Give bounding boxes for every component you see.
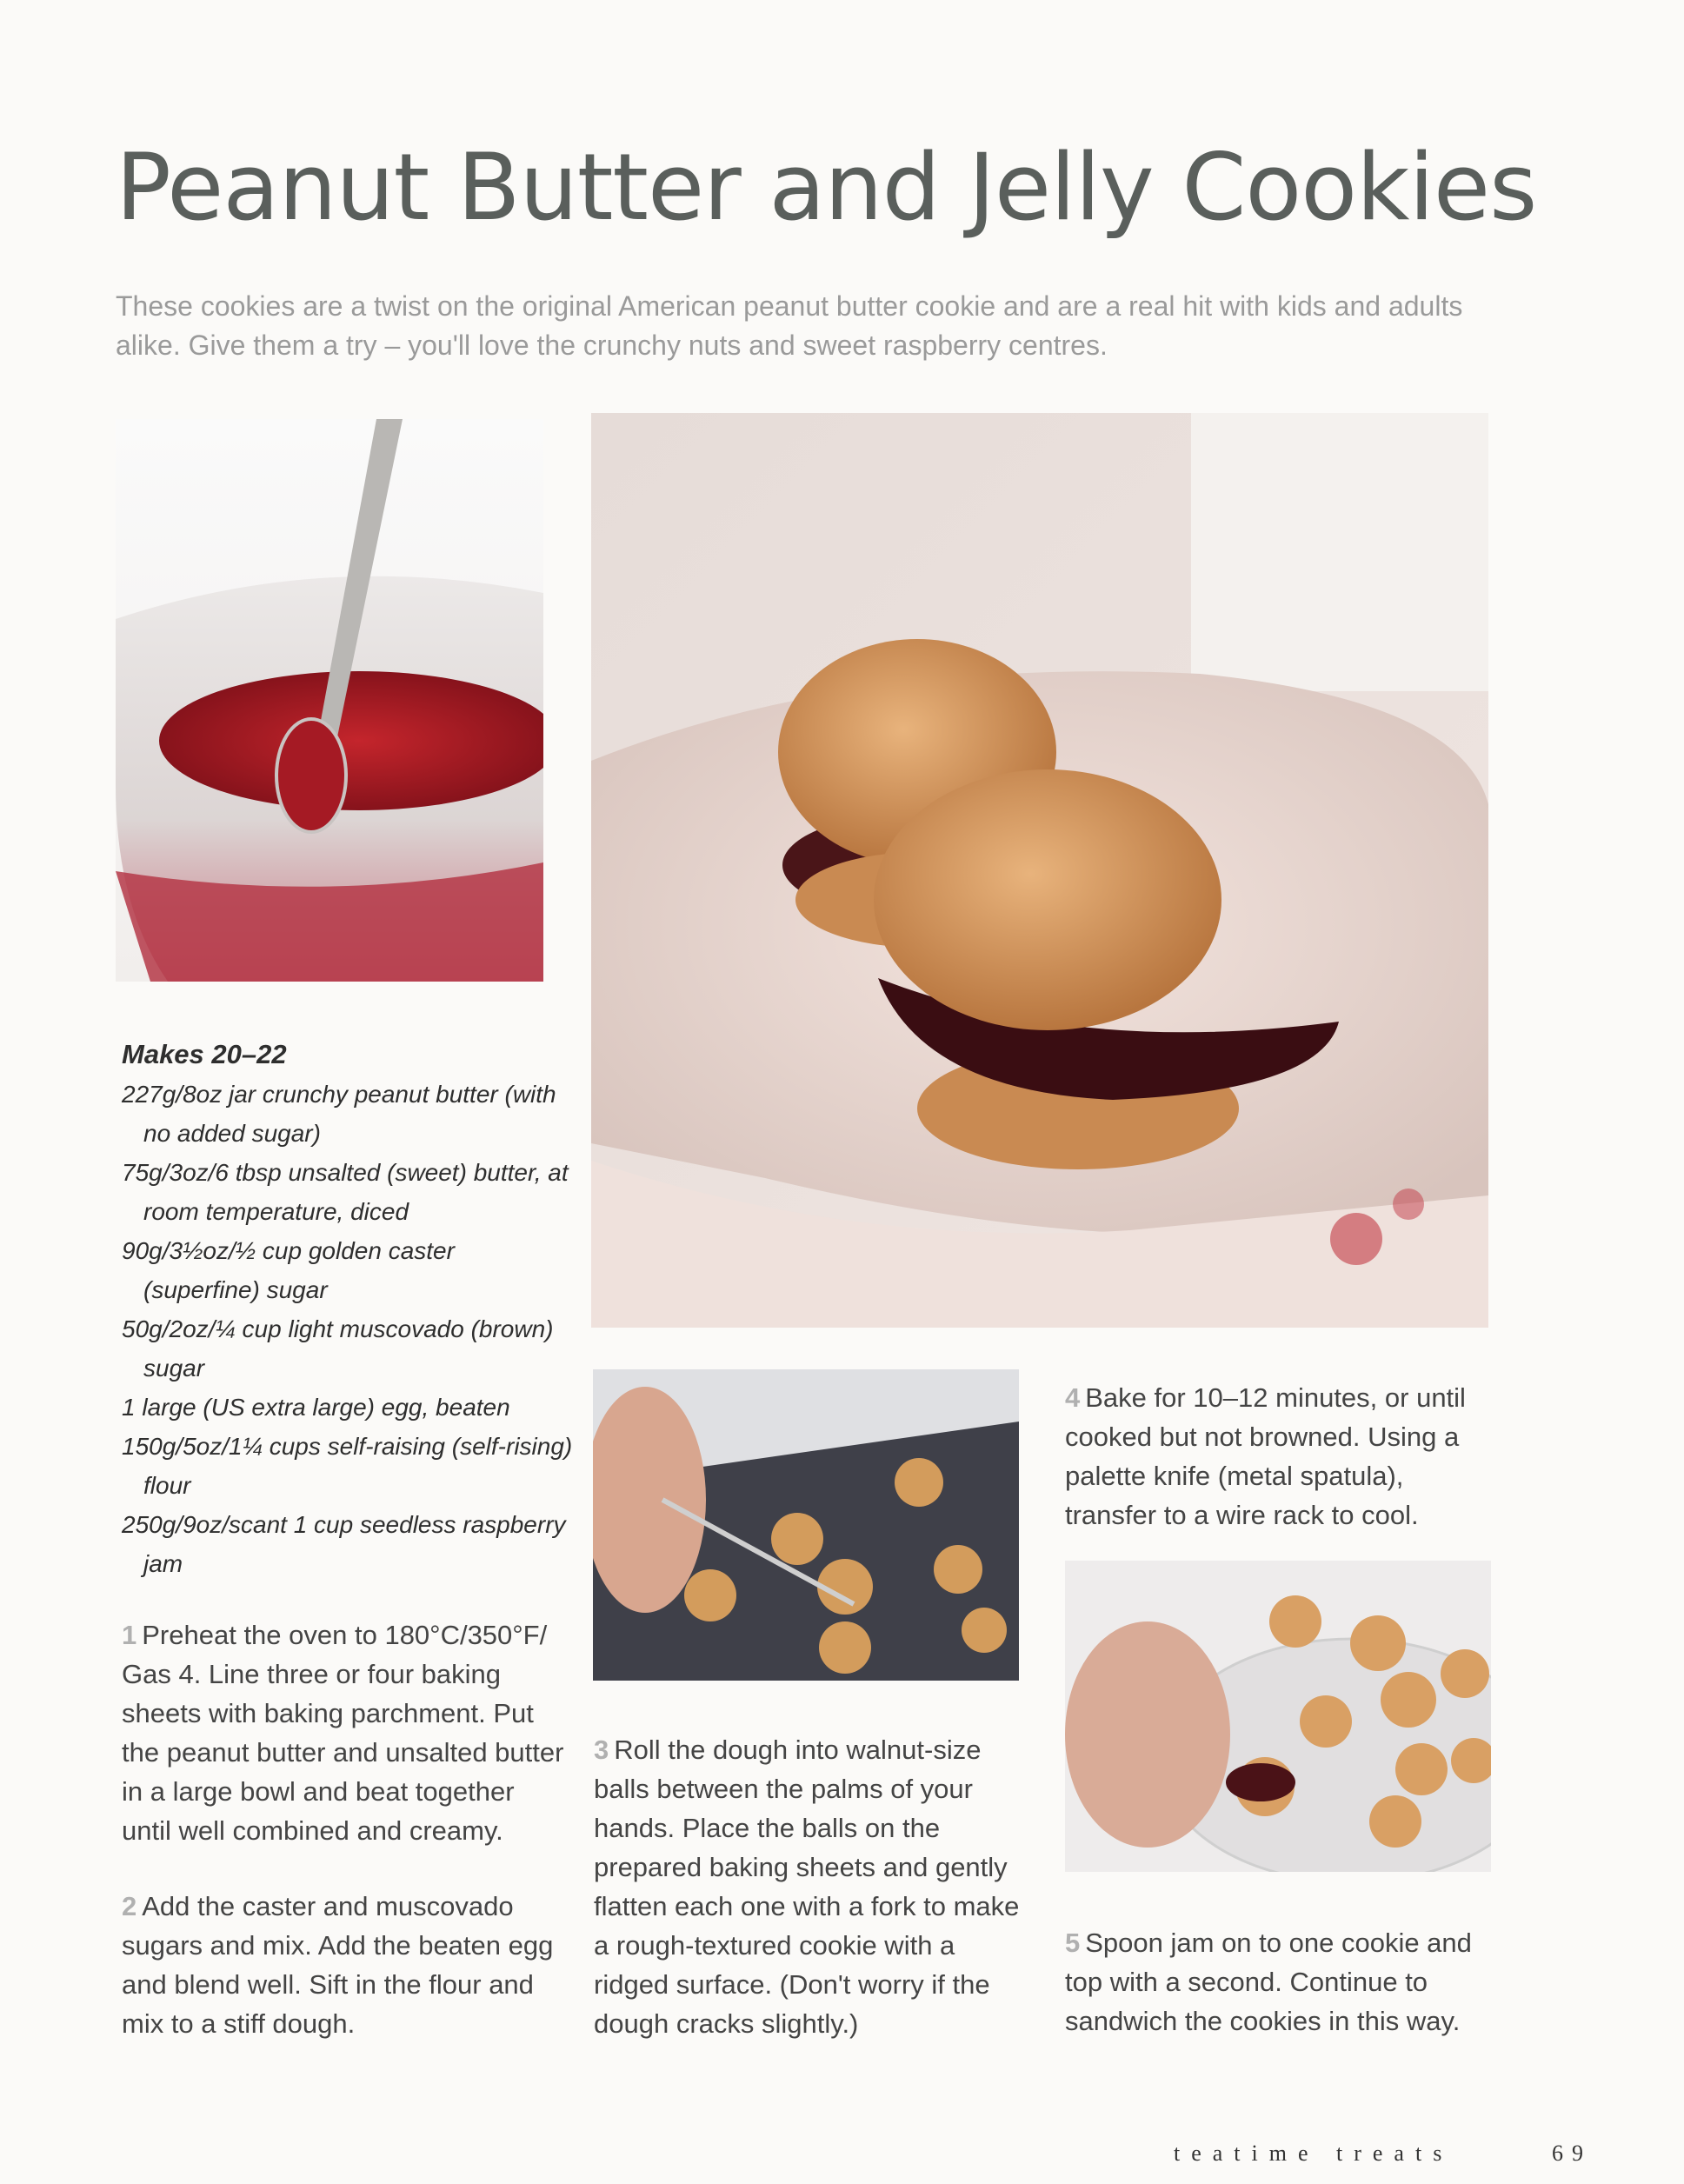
recipe-intro: These cookies are a twist on the original American peanut butter cookie and are a real hit with kids and adults alike. Give them a try – you'll love the crunchy nuts and sweet raspberry centres. bbox=[116, 290, 1463, 361]
method-step-2 bbox=[122, 1887, 565, 2043]
ingredient-item: 75g/3oz/6 tbsp unsalted (sweet) butter, at room temperature, diced bbox=[122, 1159, 569, 1225]
ingredient-item: 50g/2oz/¼ cup light muscovado (brown) sugar bbox=[122, 1315, 554, 1382]
page-title: Peanut Butter and Jelly Cookies bbox=[116, 134, 1537, 241]
cookies-plate-photo bbox=[591, 413, 1488, 1328]
jam-bowl-photo bbox=[116, 419, 543, 982]
step-number: 4 bbox=[1065, 1382, 1081, 1413]
ingredient-item: 90g/3½oz/½ cup golden caster (superfine) sugar bbox=[122, 1237, 455, 1303]
baking-sheet-photo bbox=[593, 1369, 1019, 1681]
method-step-4 bbox=[1065, 1378, 1500, 1535]
ingredient-item: 250g/9oz/scant 1 cup seedless raspberry jam bbox=[122, 1511, 566, 1577]
step-number: 3 bbox=[594, 1735, 609, 1765]
step-number: 1 bbox=[122, 1620, 137, 1650]
yield-label: Makes 20–22 bbox=[122, 1039, 287, 1069]
page-number: 69 bbox=[1552, 2141, 1592, 2166]
method-step-5 bbox=[1065, 1923, 1500, 2041]
step-number: 2 bbox=[122, 1891, 137, 1921]
ingredient-item: 227g/8oz jar crunchy peanut butter (with no added sugar) bbox=[122, 1081, 556, 1147]
step-text: Preheat the oven to 180°C/350°F/ Gas 4. Line three or four baking sheets with baking parchment. Put the peanut butter and unsalted butter in a large bowl and beat together until well combined and creamy. bbox=[122, 1620, 564, 1846]
section-name: teatime treats bbox=[1174, 2141, 1454, 2166]
step-text: Spoon jam on to one cookie and top with a second. Continue to sandwich the cookies in this way. bbox=[1065, 1928, 1472, 2036]
ingredient-item: 1 large (US extra large) egg, beaten bbox=[122, 1394, 510, 1421]
ingredients-list bbox=[122, 1035, 574, 1583]
method-step-3 bbox=[594, 1730, 1028, 2043]
step-text: Bake for 10–12 minutes, or until cooked but not browned. Using a palette knife (metal spatula), transfer to a wire rack to cool. bbox=[1065, 1382, 1466, 1530]
ingredient-item: 150g/5oz/1¼ cups self-raising (self-rising) flour bbox=[122, 1433, 573, 1499]
step-text: Add the caster and muscovado sugars and mix. Add the beaten egg and blend well. Sift in the flour and mix to a stiff dough. bbox=[122, 1891, 554, 2039]
method-step-1 bbox=[122, 1615, 565, 1850]
step-number: 5 bbox=[1065, 1928, 1081, 1958]
step-text: Roll the dough into walnut-size balls between the palms of your hands. Place the balls on the prepared baking sheets and gently flatten each one with a fork to make a rough-textured cookie with a ridged surface. (Don't worry if the dough cracks slightly.) bbox=[594, 1735, 1020, 2039]
wire-rack-photo bbox=[1065, 1561, 1491, 1872]
